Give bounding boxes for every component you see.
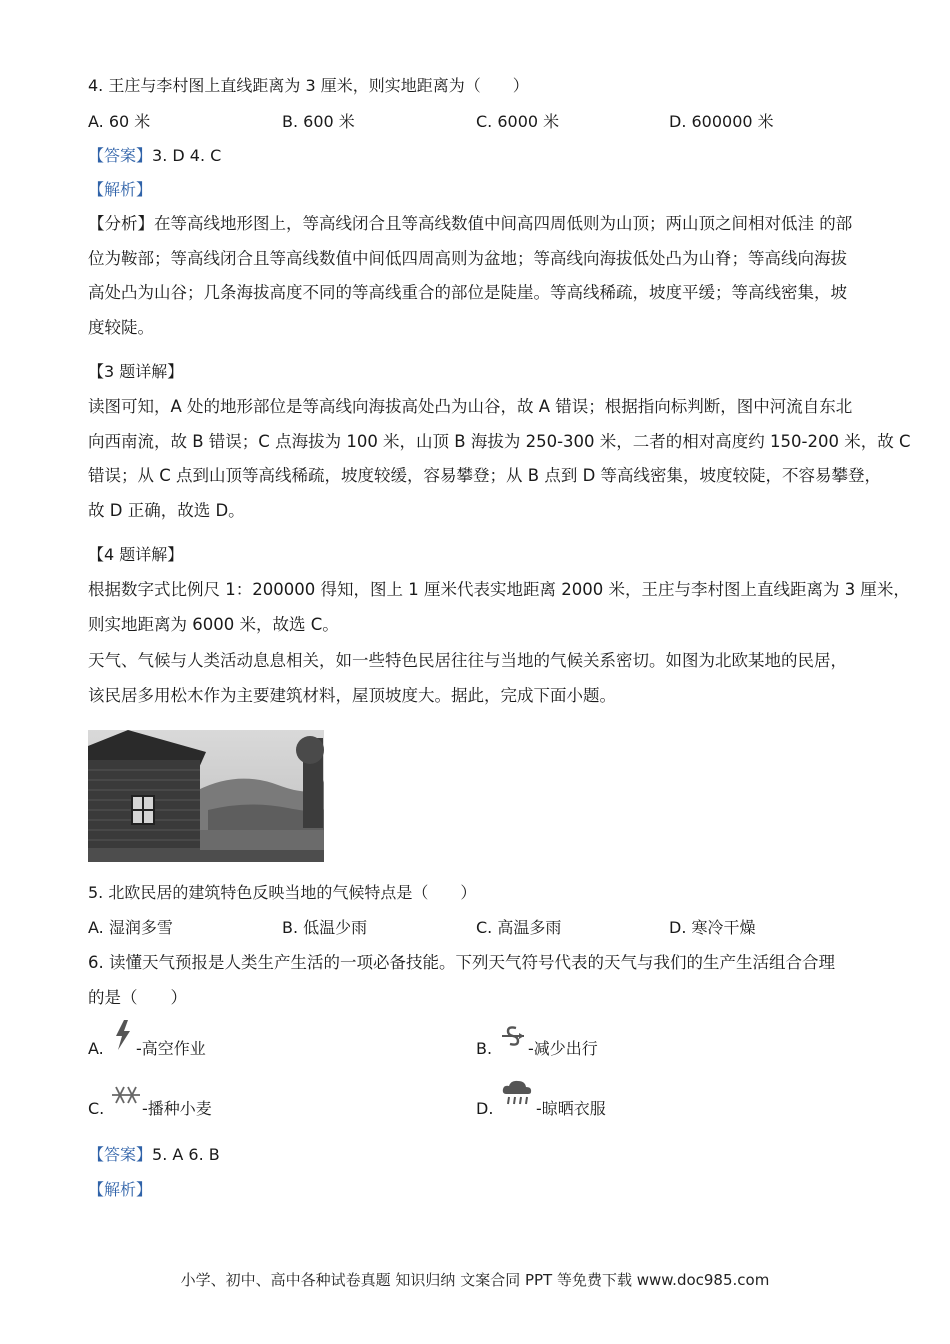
answer-row-1 — [88, 146, 221, 166]
q5-option-c: C. 高温多雨 — [476, 918, 562, 937]
intro-paragraph — [88, 644, 878, 713]
q5-option-b: B. 低温少雨 — [282, 918, 368, 937]
q3-detail-line: 向西南流，故 B 错误；C 点海拔为 100 米，山顶 B 海拔为 250-300 米，二者的相对高度约 150-200 米，故 C — [88, 431, 911, 451]
q6-option-d-letter: D. — [476, 1099, 494, 1118]
analysis-line: 【分析】在等高线地形图上，等高线闭合且等高线数值中间高四周低则为山顶；两山顶之间相对低洼 的部 — [88, 214, 853, 233]
lightning-icon — [112, 1020, 134, 1050]
q6-option-b-text: -减少出行 — [528, 1039, 598, 1058]
q6-option-b-letter: B. — [476, 1039, 493, 1058]
q6-option-c-text: -播种小麦 — [142, 1099, 212, 1118]
q4-stem: 4. 王庄与李村图上直线距离为 3 厘米，则实地距离为（ ） — [88, 76, 529, 95]
q3-detail-line: 故 D 正确，故选 D。 — [88, 500, 245, 520]
page-footer: 小学、初中、高中各种试卷真题 知识归纳 文案合同 PPT 等免费下载 www.doc985.com — [180, 1271, 770, 1289]
frost-icon — [112, 1086, 140, 1104]
answer-label: 【答案】 — [88, 1145, 153, 1164]
q6-option-d-text: -晾晒衣服 — [536, 1099, 606, 1118]
analysis-paragraph — [88, 207, 878, 345]
analysis-label: 【解析】 — [88, 180, 153, 199]
q3-detail-line: 错误；从 C 点到山顶等高线稀疏，坡度较缓，容易攀登；从 B 点到 D 等高线密集，坡度较陡，不容易攀登， — [88, 466, 882, 485]
answer-value: 5. A 6. B — [152, 1145, 220, 1164]
q5-stem: 5. 北欧民居的建筑特色反映当地的气候特点是（ ） — [88, 883, 477, 902]
analysis-label: 【解析】 — [88, 1180, 153, 1199]
answer-value: 3. D 4. C — [152, 146, 222, 165]
q4-option-b: B. 600 米 — [282, 112, 355, 131]
q4-detail-line: 根据数字式比例尺 1：200000 得知，图上 1 厘米代表实地距离 2000 米，王庄与李村图上直线距离为 3 厘米， — [88, 580, 910, 599]
q5-option-a: A. 湿润多雪 — [88, 918, 173, 937]
sandstorm-icon — [500, 1024, 526, 1050]
analysis-line: 高处凸为山谷；几条海拔高度不同的等高线重合的部位是陡崖。等高线稀疏，坡度平缓；等高线密集，坡 — [88, 283, 847, 302]
q6-option-c-letter: C. — [88, 1099, 105, 1118]
q4-option-a: A. 60 米 — [88, 112, 151, 131]
q4-detail-line: 则实地距离为 6000 米，故选 C。 — [88, 614, 339, 634]
q4-detail-paragraph — [88, 573, 910, 642]
intro-line: 天气、气候与人类活动息息相关，如一些特色民居往往与当地的气候关系密切。如图为北欧某地的民居， — [88, 651, 847, 670]
q3-detail-paragraph — [88, 390, 911, 528]
q4-option-d: D. 600000 米 — [669, 112, 774, 131]
analysis-line: 度较陡。 — [88, 317, 154, 337]
answer-row-2 — [88, 1145, 220, 1165]
analysis-line: 位为鞍部；等高线闭合且等高线数值中间低四周高则为盆地；等高线向海拔低处凸为山脊；等高线向海拔 — [88, 248, 847, 268]
q3-detail-line: 读图可知，A 处的地形部位是等高线向海拔高处凸为山谷，故 A 错误；根据指向标判断，图中河流自东北 — [88, 397, 853, 416]
nordic-house-photo — [88, 730, 324, 862]
q6-stem-line: 的是（ ） — [88, 987, 187, 1007]
q6-stem — [88, 946, 878, 1015]
rain-cloud-icon — [500, 1078, 534, 1106]
answer-label: 【答案】 — [88, 146, 153, 165]
intro-line: 该民居多用松木作为主要建筑材料，屋顶坡度大。据此，完成下面小题。 — [88, 685, 616, 705]
q6-stem-line: 6. 读懂天气预报是人类生产生活的一项必备技能。下列天气符号代表的天气与我们的生产生活组合合理 — [88, 953, 835, 972]
q6-option-a-text: -高空作业 — [136, 1039, 206, 1058]
q6-option-a-letter: A. — [88, 1039, 104, 1058]
q3-detail-title: 【3 题详解】 — [88, 362, 184, 381]
q5-option-d: D. 寒冷干燥 — [669, 918, 756, 937]
q4-detail-title: 【4 题详解】 — [88, 545, 184, 564]
q4-option-c: C. 6000 米 — [476, 112, 560, 131]
